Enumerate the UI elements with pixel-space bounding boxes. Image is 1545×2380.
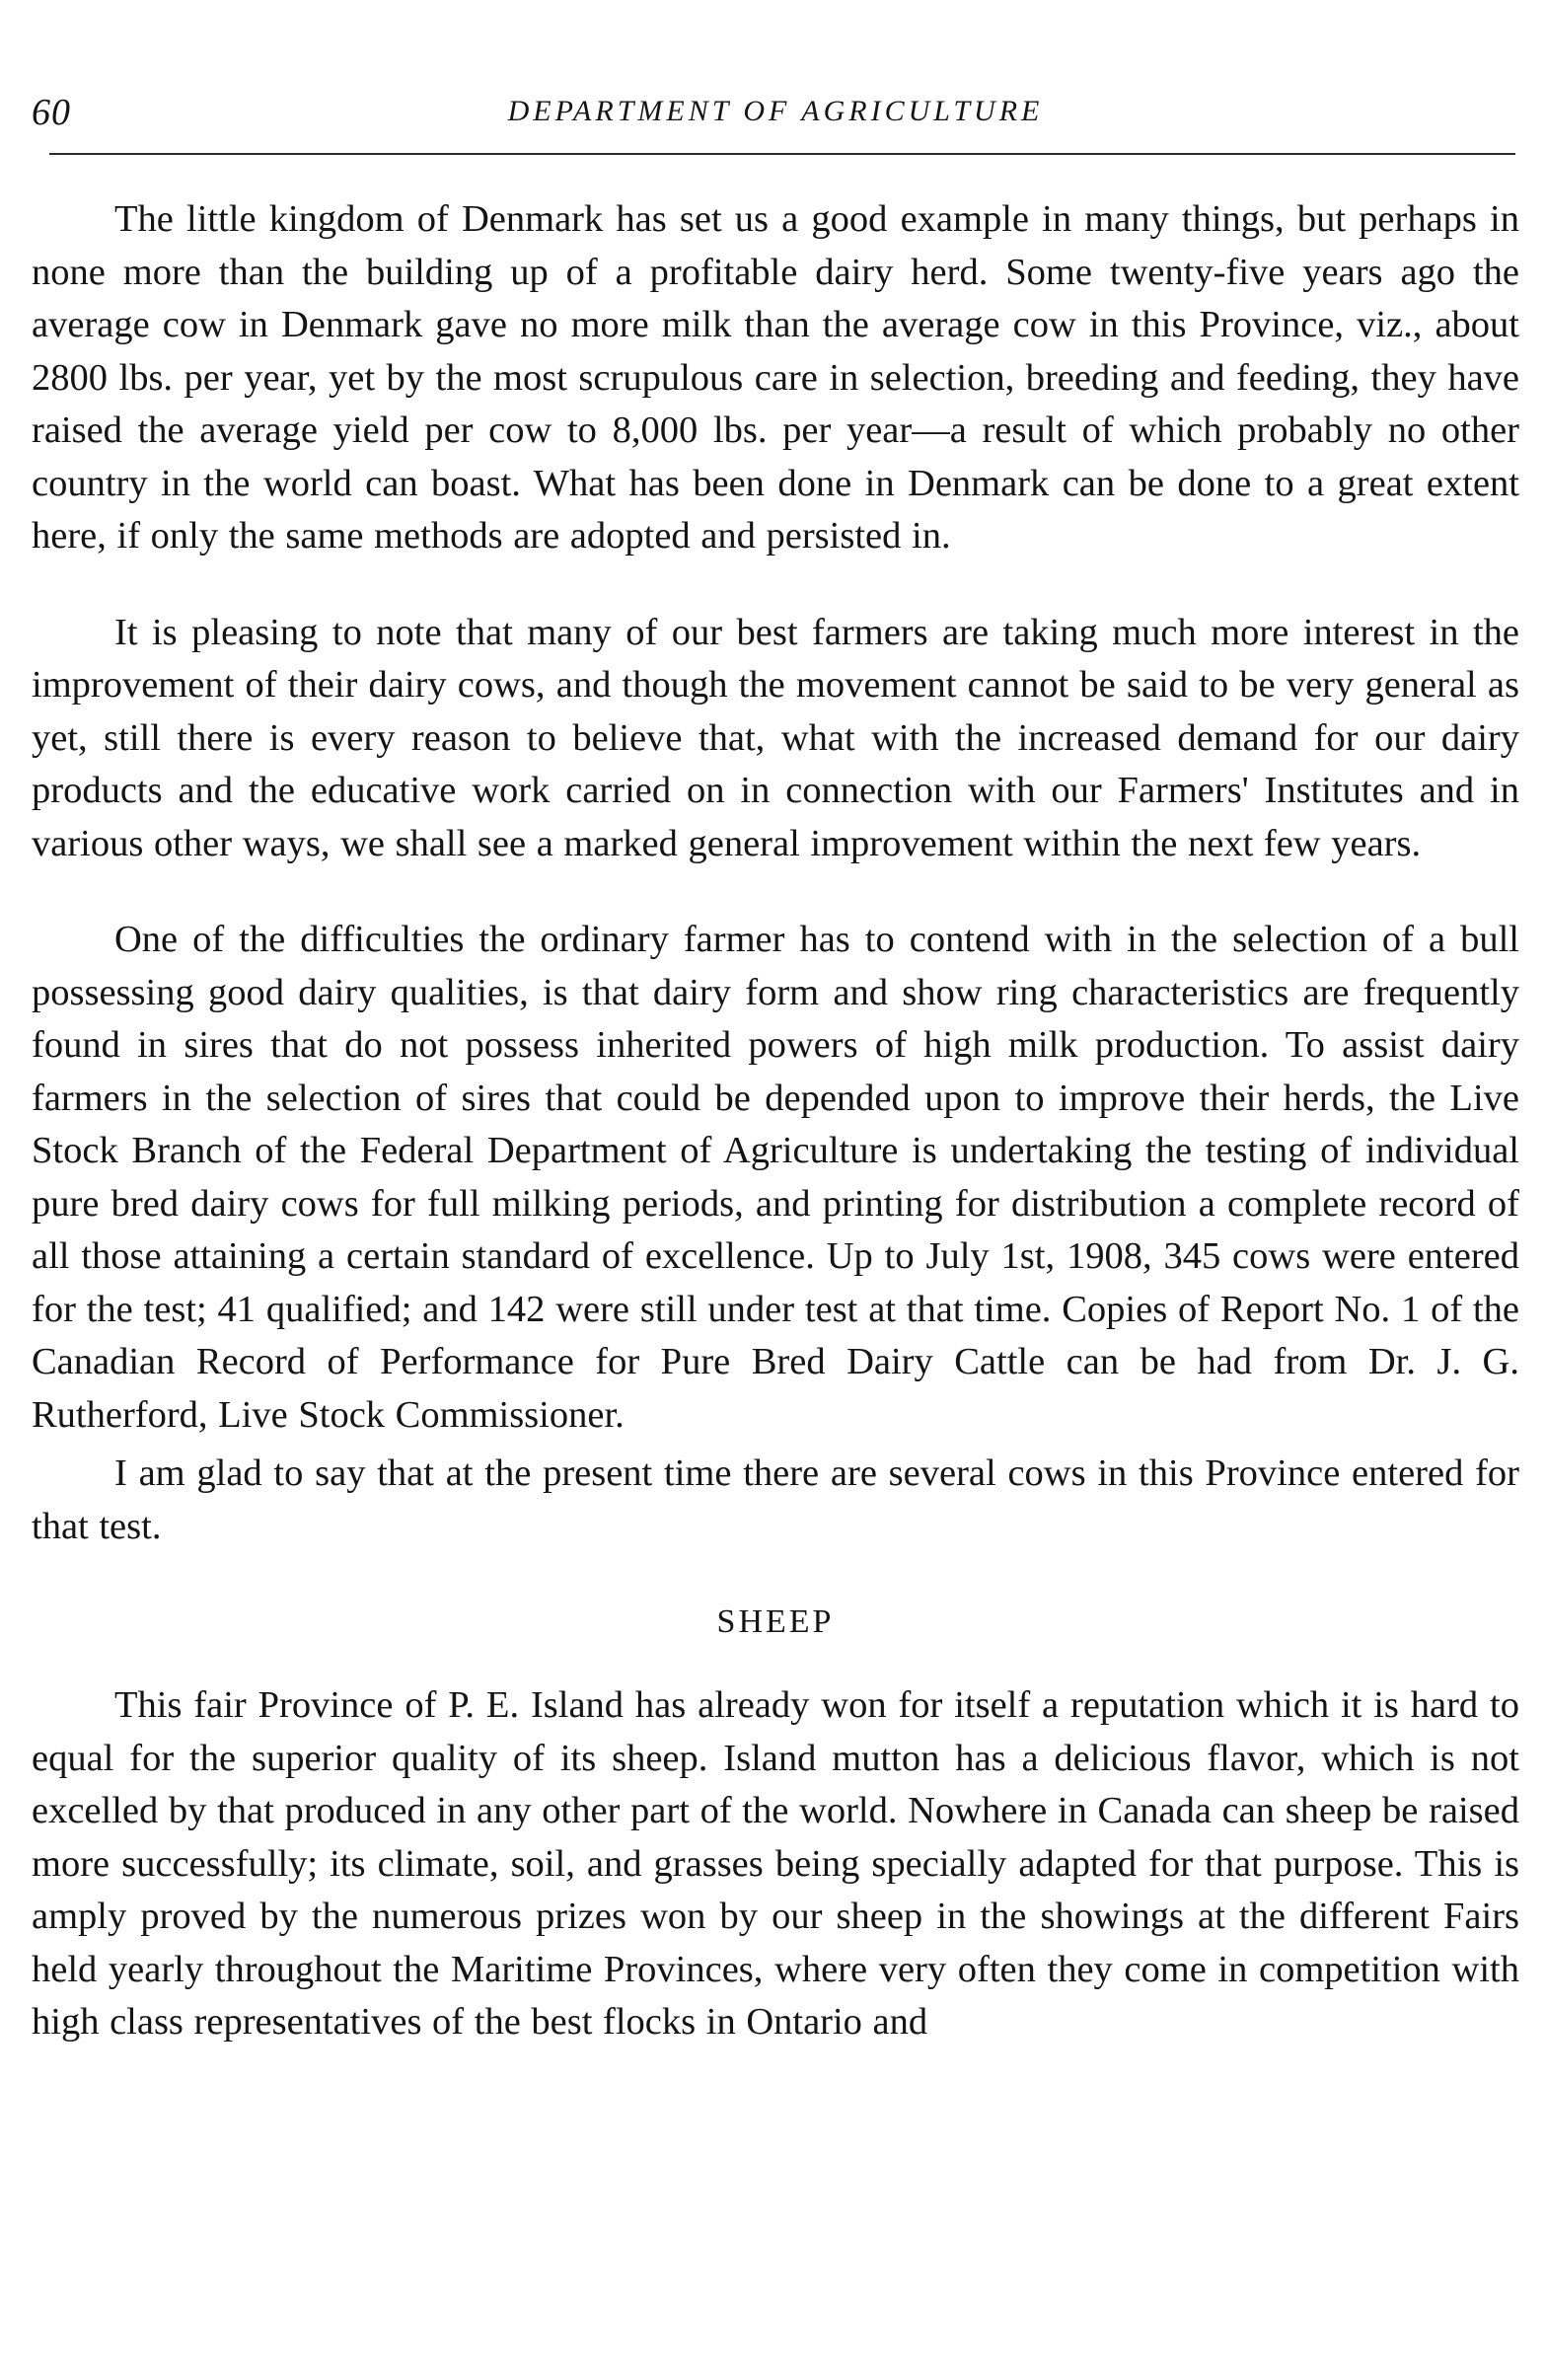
paragraph-bull-selection: One of the difficulties the ordinary farmer has to contend with in the selection of a bull possessing good dairy qualities, is that dairy form and show ring characteristics are frequently found in sires that do not possess inherited powers of high milk production. To assist dairy farmers in the selection of sires that could be depended upon to improve their herds, the Live Stock Branch of the Federal Department of Agriculture is undertaking the testing of individual pure bred dairy cows for full milking periods, and printing for distribution a complete record of all those attaining a certain standard of excellence. Up to July 1st, 1908, 345 cows were entered for the test; 41 qualified; and 142 were still under test at that time. Copies of Report No. 1 of the Canadian Record of Performance for Pure Bred Dairy Cattle can be had from Dr. J. G. Rutherford, Live Stock Commissioner. [32,919,1519,1436]
header-rule [49,153,1515,155]
paragraph-denmark: The little kingdom of Denmark has set us a good example in many things, but perhaps in none more than the building up of a profitable dairy herd. Some twenty-five years ago the average cow in Denmark gave no more milk than the average cow in this Province, viz., about 2800 lbs. per year, yet by the most scrupulous care in selection, breeding and feeding, they have raised the average yield per cow to 8,000 lbs. per year—a result of which probably no other country in the world can boast. What has been done in Denmark can be done to a great extent here, if only the same methods are adopted and persisted in. [32,198,1519,557]
paragraph-sheep: This fair Province of P. E. Island has already won for itself a reputation which it is hard to equal for the superior quality of its sheep. Island mutton has a delicious flavor, which is not excelled by that produced in any other part of the world. Nowhere in Canada can sheep be raised more successfully; its climate, soil, and grasses being specially adapted for that purpose. This is amply proved by the numerous prizes won by our sheep in the showings at the different Fairs held yearly throughout the Maritime Provinces, where very often they come in competition with high class representatives of the best flocks in Ontario and [32,1684,1519,2043]
document-page [32,0,1519,2380]
paragraph-province-test: I am glad to say that at the present time there are several cows in this Province entered for that test. [32,1452,1519,1547]
page-header [32,91,1519,140]
running-head: DEPARTMENT OF AGRICULTURE [507,95,1044,127]
page-number: 60 [32,92,71,133]
section-heading-sheep: SHEEP [716,1603,835,1640]
body-text [32,193,1519,2049]
paragraph-farmers: It is pleasing to note that many of our best farmers are taking much more interest in the improvement of their dairy cows, and though the movement cannot be said to be very general as yet, still there is every reason to believe that, what with the increased demand for our dairy products and the educative work carried on in connection with our Farmers' Institutes and in various other ways, we shall see a marked general improvement within the next few years. [32,611,1519,864]
